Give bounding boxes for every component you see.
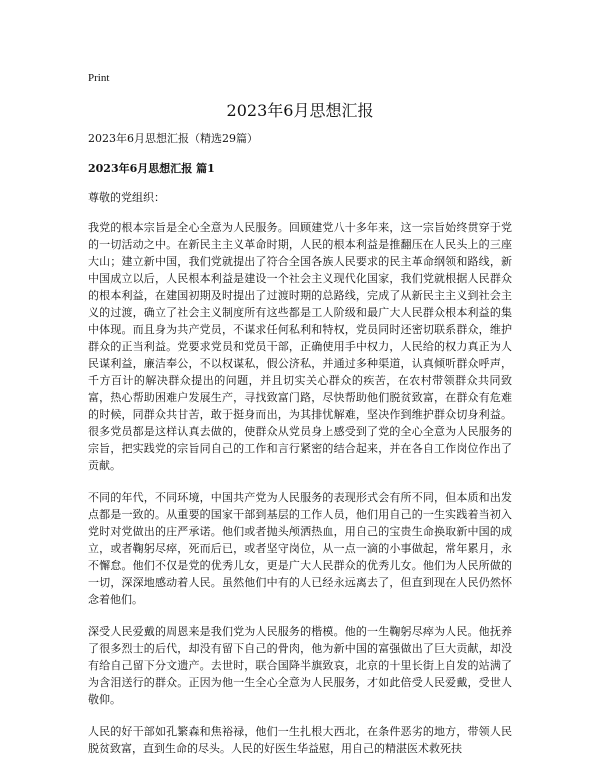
document-subtitle: 2023年6月思想汇报（精选29篇）: [88, 131, 258, 145]
greeting: 尊敬的党组织：: [88, 190, 165, 204]
paragraph: 我党的根本宗旨是全心全意为人民服务。回顾建党八十多年来，这一宗旨始终贯穿于党的一切活动之中。在新民主主义革命时期，人民的根本利益是推翻压在人民头上的三座大山；建立新中国，我们党就提出了符合全国各族人民要求的民主革命纲领和路线，新中国成立以后，人民根本利益是建设一个社会主义现代化国家，我们党就根据人民群众的根本利益，在建国初期及时提出了过渡时期的总路线，完成了从新民主主义到社会主义的过渡，确立了社会主义制度所有这些都是工人阶级和最广大人民群众根本利益的集中体现。而且身为共产党员，不谋求任何私利和特权，党员同时还密切联系群众，维护群众的正当利益。党要求党员和党员干部，正确使用手中权力，人民给的权力真正为人民谋利益，廉洁奉公，不以权谋私，假公济私，并通过多种渠道，认真倾听群众呼声，千方百计的解决群众提出的问题，并且切实关心群众的疾苦，在农村带领群众共同致富，热心帮助困难户发展生产，寻找致富门路，尽快帮助他们脱贫致富，在群众有危难的时候，同群众共甘苦，敢于挺身而出，为其排忧解难，坚决作到维护群众切身利益。很多党员都是这样认真去做的，使群众从党员身上感受到了党的全心全意为人民服务的宗旨，把实践党的宗旨同自己的工作和言行紧密的结合起来，并在各自工作岗位作出了贡献。: [88, 220, 512, 472]
print-label: Print: [88, 72, 110, 84]
paragraph: 深受人民爱戴的周恩来是我们党为人民服务的楷模。他的一生鞠躬尽瘁为人民。他抚养了很多烈士的后代，却没有留下自己的骨肉，他为新中国的富强做出了巨大贡献，却没有给自己留下分文遗产。去世时，联合国降半旗致哀，北京的十里长街上自发的站满了为含泪送行的群众。正因为他一生全心全意为人民服务，才如此倍受人民爱戴，受世人敬仰。: [88, 624, 512, 706]
paragraph: 人民的好干部如孔繁森和焦裕禄，他们一生扎根大西北，在条件恶劣的地方，带领人民脱贫致富，直到生命的尽头。人民的好医生华益慰，用自己的精湛医术救死扶: [88, 724, 512, 755]
section-heading: 2023年6月思想汇报 篇1: [88, 162, 215, 176]
paragraph: 不同的年代，不同环境，中国共产党为人民服务的表现形式会有所不同，但本质和出发点都是一致的。从重要的国家干部到基层的工作人员，他们用自己的一生实践着当初入党时对党做出的庄严承诺。他们或者抛头颅洒热血，用自己的宝贵生命换取新中国的成立，或者鞠躬尽瘁，死而后已，或者坚守岗位，从一点一滴的小事做起，常年累月，永不懈怠。他们不仅是党的优秀儿女，更是广大人民群众的优秀儿女。他们为人民所做的一切，深深地感动着人民。虽然他们中有的人已经永远离去了，但直到现在人民仍然怀念着他们。: [88, 490, 512, 606]
document-title: 2023年6月思想汇报: [226, 101, 374, 121]
